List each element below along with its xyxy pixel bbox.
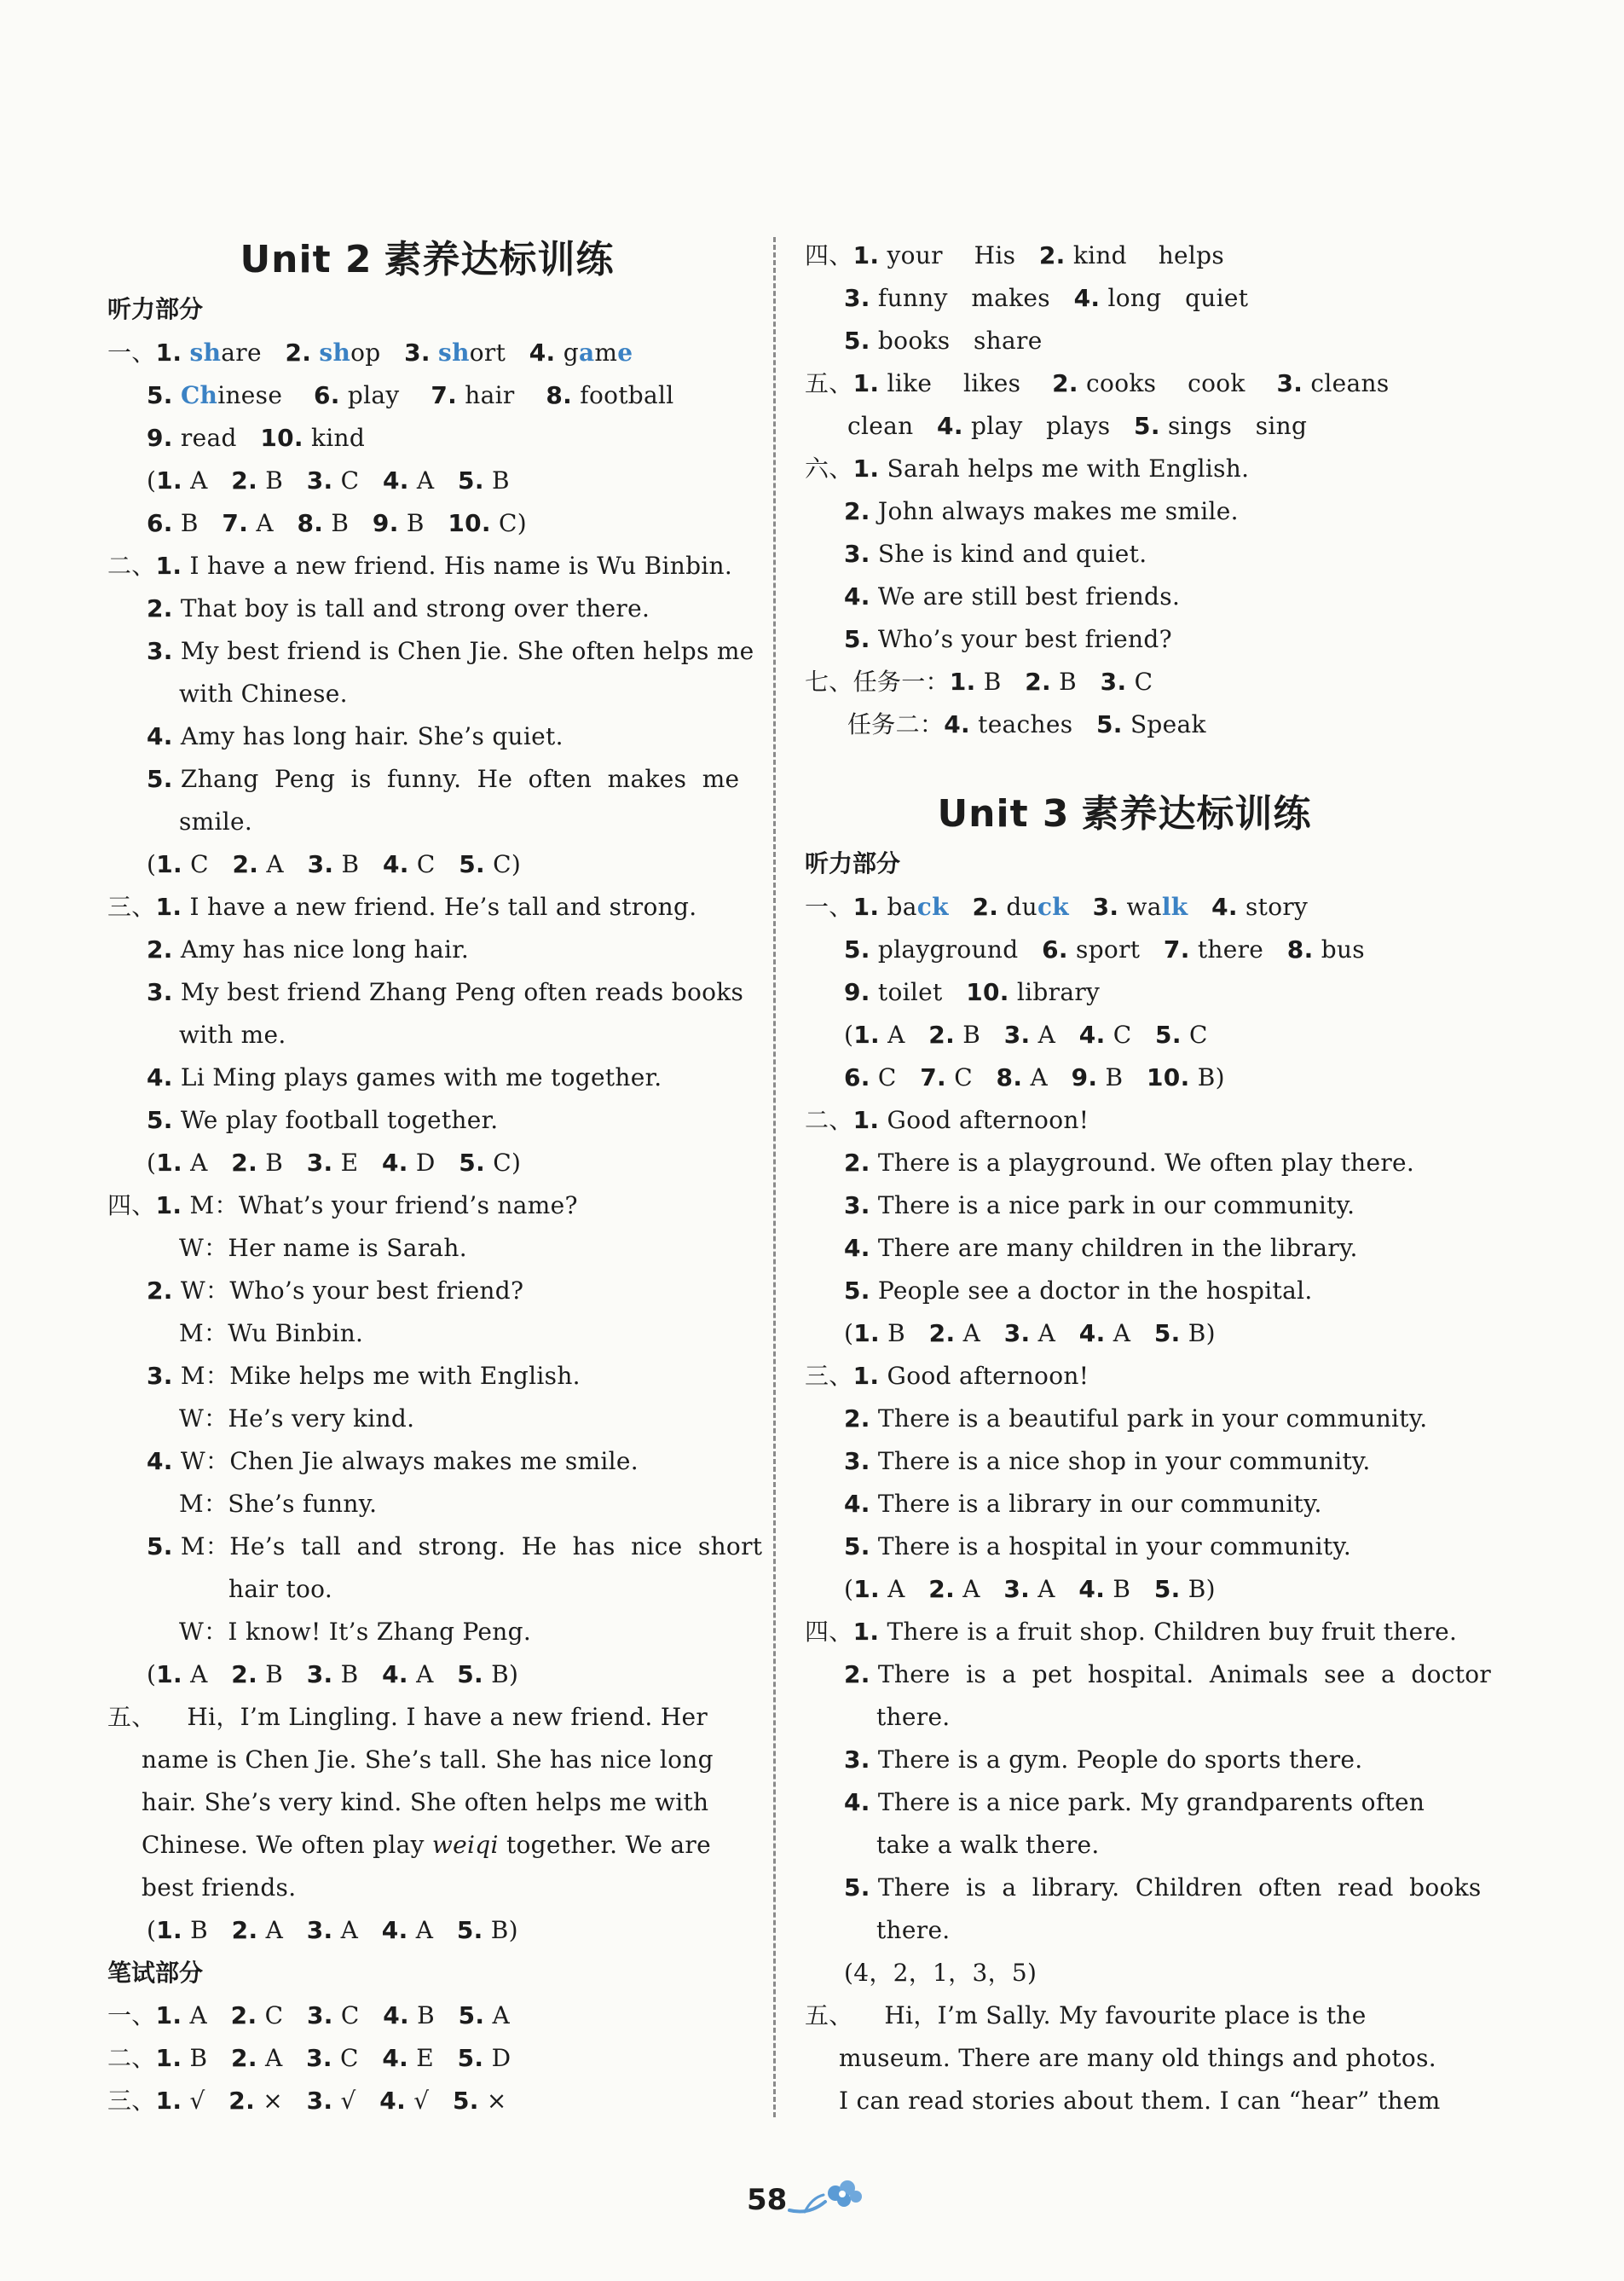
answer-line: 6. B 7. A 8. B 9. B 10. C) bbox=[147, 509, 527, 537]
answer-line: with me. bbox=[179, 1021, 286, 1049]
answer-line: (1. A 2. B 3. A 4. C 5. C bbox=[844, 1021, 1208, 1049]
answer-line: 4. There are many children in the library. bbox=[844, 1234, 1358, 1262]
answer-line: 5. M：He’s tall and strong. He has nice short bbox=[147, 1532, 763, 1560]
answer-line: 4. We are still best friends. bbox=[844, 582, 1181, 611]
flower-decoration-icon bbox=[786, 2176, 880, 2219]
answer-line: museum. There are many old things and photos. bbox=[839, 2044, 1436, 2072]
answer-line: 4. There is a nice park. My grandparents often bbox=[844, 1788, 1425, 1816]
answer-line: 四、1. M：What’s your friend’s name? bbox=[107, 1191, 578, 1219]
answer-line: 一、1. share 2. shop 3. short 4. game bbox=[107, 339, 633, 367]
answer-line: 二、1. Good afternoon! bbox=[805, 1106, 1089, 1134]
answer-line: 四、1. your His 2. kind helps bbox=[805, 241, 1225, 269]
unit3-title: Unit 3 素养达标训练 bbox=[937, 792, 1312, 836]
answer-line: M：She’s funny. bbox=[179, 1490, 378, 1518]
answer-line: 三、1. Good afternoon! bbox=[805, 1362, 1089, 1390]
answer-line: hair. She’s very kind. She often helps me with bbox=[142, 1788, 709, 1816]
answer-line: 5. Chinese 6. play 7. hair 8. football bbox=[147, 381, 674, 409]
answer-line: 2. There is a beautiful park in your community. bbox=[844, 1404, 1428, 1433]
answer-line: 四、1. There is a fruit shop. Children buy fruit there. bbox=[805, 1618, 1458, 1646]
answer-line: W：Her name is Sarah. bbox=[179, 1234, 467, 1262]
answer-line: 5. books share bbox=[844, 327, 1043, 355]
answer-line: (1. B 2. A 3. A 4. A 5. B) bbox=[844, 1319, 1216, 1347]
answer-line: 六、1. Sarah helps me with English. bbox=[805, 454, 1250, 483]
answer-line: there. bbox=[876, 1916, 951, 1944]
answer-line: (4，2，1，3，5) bbox=[844, 1959, 1037, 1987]
answer-line: 二、1. I have a new friend. His name is Wu Binbin. bbox=[107, 552, 733, 580]
answer-line: (1. A 2. B 3. B 4. A 5. B) bbox=[147, 1660, 519, 1688]
answer-line: W：I know! It’s Zhang Peng. bbox=[179, 1618, 532, 1646]
answer-line: 五、 Hi，I’m Lingling. I have a new friend. Her bbox=[107, 1703, 708, 1731]
answer-line: (1. A 2. B 3. E 4. D 5. C) bbox=[147, 1149, 522, 1177]
answer-line: best friends. bbox=[142, 1873, 297, 1902]
answer-line: 任务二：4. teaches 5. Speak bbox=[847, 710, 1206, 738]
answer-line: 5. We play football together. bbox=[147, 1106, 499, 1134]
answer-line: Chinese. We often play weiqi together. We are bbox=[142, 1831, 711, 1859]
answer-line: 4. Li Ming plays games with me together. bbox=[147, 1063, 662, 1091]
answer-line: 3. She is kind and quiet. bbox=[844, 540, 1147, 568]
page-number: 58 bbox=[747, 2183, 788, 2217]
answer-line: 一、1. back 2. duck 3. walk 4. story bbox=[805, 893, 1309, 921]
column-divider bbox=[773, 237, 776, 2117]
answer-line: 一、1. A 2. C 3. C 4. B 5. A bbox=[107, 2001, 511, 2029]
answer-line: there. bbox=[876, 1703, 951, 1731]
answer-line: smile. bbox=[179, 808, 253, 836]
answer-line: 五、 Hi，I’m Sally. My favourite place is the bbox=[805, 2001, 1367, 2029]
answer-line: 3. There is a gym. People do sports there. bbox=[844, 1745, 1363, 1774]
answer-line: 5. Zhang Peng is funny. He often makes me bbox=[147, 765, 740, 793]
answer-line: 4. W：Chen Jie always makes me smile. bbox=[147, 1447, 639, 1475]
answer-line: 2. That boy is tall and strong over there. bbox=[147, 594, 650, 622]
answer-line: 2. John always makes me smile. bbox=[844, 497, 1239, 525]
answer-line: (1. A 2. A 3. A 4. B 5. B) bbox=[844, 1575, 1216, 1603]
answer-line: 5. playground 6. sport 7. there 8. bus bbox=[844, 935, 1365, 964]
answer-line: 2. W：Who’s your best friend? bbox=[147, 1277, 524, 1305]
answer-line: (1. B 2. A 3. A 4. A 5. B) bbox=[147, 1916, 518, 1944]
answer-line: 2. Amy has nice long hair. bbox=[147, 935, 470, 964]
answer-line: 6. C 7. C 8. A 9. B 10. B) bbox=[844, 1063, 1225, 1091]
answer-line: 9. read 10. kind bbox=[147, 424, 366, 452]
answer-line: clean 4. play plays 5. sings sing bbox=[847, 412, 1308, 440]
answer-line: W：He’s very kind. bbox=[179, 1404, 415, 1433]
answer-line: 二、1. B 2. A 3. C 4. E 5. D bbox=[107, 2044, 511, 2072]
answer-line: 5. There is a library. Children often read books bbox=[844, 1873, 1482, 1902]
answer-line: 七、任务一：1. B 2. B 3. C bbox=[805, 668, 1153, 696]
answer-line: 4. Amy has long hair. She’s quiet. bbox=[147, 722, 563, 750]
answer-line: with Chinese. bbox=[179, 680, 348, 708]
answer-line: 三、1. √ 2. × 3. √ 4. √ 5. × bbox=[107, 2087, 507, 2115]
answer-line: hair too. bbox=[228, 1575, 333, 1603]
answer-line: 3. My best friend Zhang Peng often reads books bbox=[147, 978, 744, 1006]
answer-line: 9. toilet 10. library bbox=[844, 978, 1101, 1006]
answer-line: 五、1. like likes 2. cooks cook 3. cleans bbox=[805, 369, 1390, 397]
answer-line: 3. M：Mike helps me with English. bbox=[147, 1362, 581, 1390]
answer-line: 三、1. I have a new friend. He’s tall and strong. bbox=[107, 893, 697, 921]
answer-line: 3. funny makes 4. long quiet bbox=[844, 284, 1249, 312]
answer-line: (1. C 2. A 3. B 4. C 5. C) bbox=[147, 850, 522, 878]
answer-line: 3. My best friend is Chen Jie. She often helps me bbox=[147, 637, 754, 665]
answer-line: (1. A 2. B 3. C 4. A 5. B bbox=[147, 466, 510, 495]
answer-line: 2. There is a playground. We often play there. bbox=[844, 1149, 1415, 1177]
answer-line: 3. There is a nice shop in your community. bbox=[844, 1447, 1371, 1475]
listening-header: 听力部分 bbox=[107, 295, 204, 323]
unit2-title: Unit 2 素养达标训练 bbox=[240, 238, 615, 281]
answer-line: 3. There is a nice park in our community. bbox=[844, 1191, 1355, 1219]
answer-line: 5. There is a hospital in your community. bbox=[844, 1532, 1352, 1560]
answer-line: name is Chen Jie. She’s tall. She has nice long bbox=[142, 1745, 714, 1774]
answer-line: take a walk there. bbox=[876, 1831, 1100, 1859]
writing-header: 笔试部分 bbox=[107, 1959, 204, 1987]
answer-line: I can read stories about them. I can “hear” them bbox=[839, 2087, 1441, 2115]
answer-line: 5. Who’s your best friend? bbox=[844, 625, 1172, 653]
answer-line: 5. People see a doctor in the hospital. bbox=[844, 1277, 1313, 1305]
answer-line: M：Wu Binbin. bbox=[179, 1319, 364, 1347]
answer-line: 2. There is a pet hospital. Animals see a doctor bbox=[844, 1660, 1492, 1688]
listening-header: 听力部分 bbox=[805, 849, 901, 877]
answer-line: 4. There is a library in our community. bbox=[844, 1490, 1322, 1518]
